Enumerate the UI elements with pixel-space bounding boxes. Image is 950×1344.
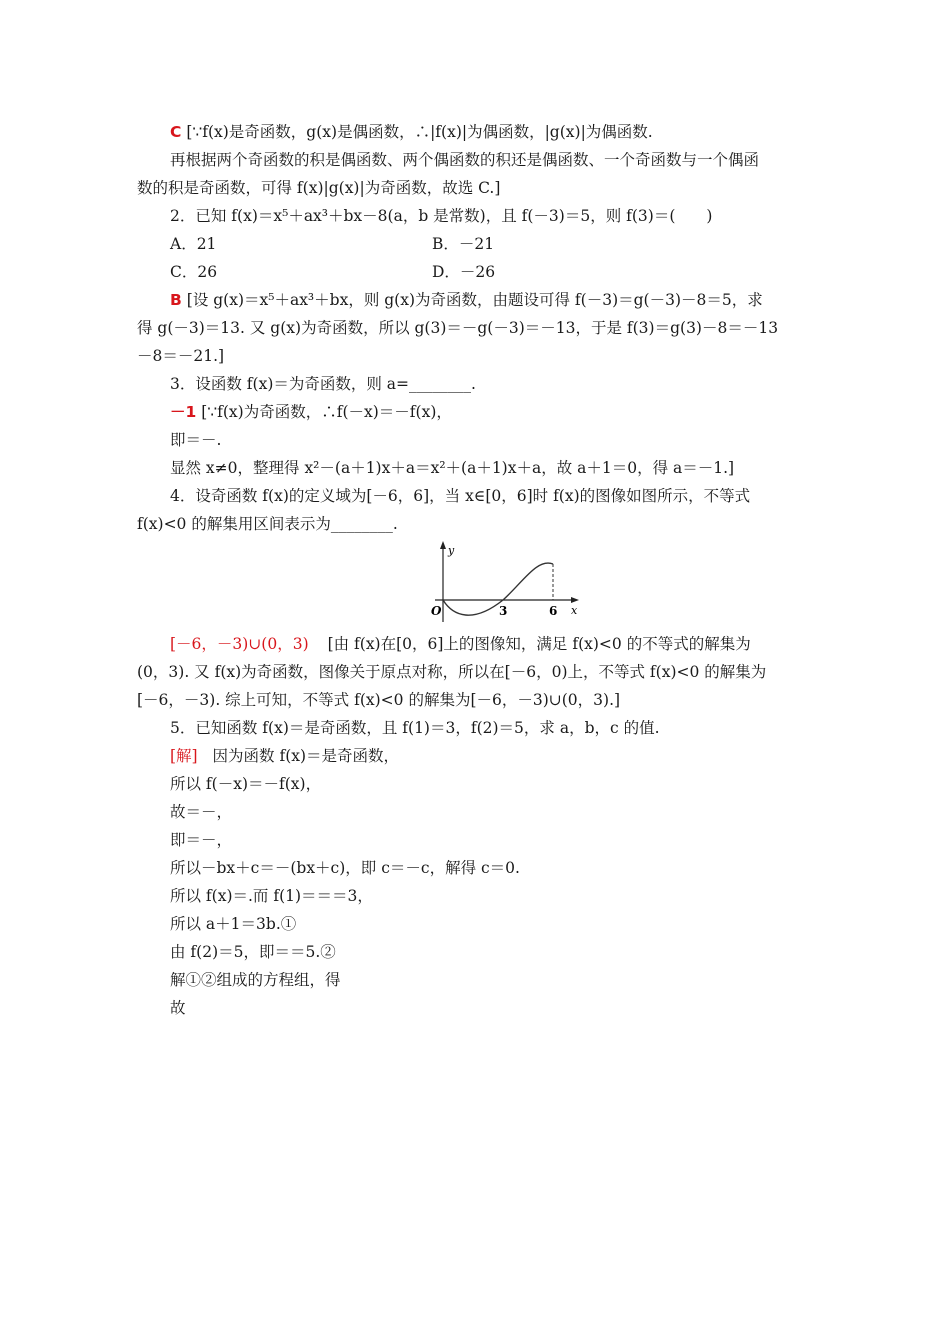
q3-stem: 3．设函数 f(x)＝为奇函数，则 a=________. [170, 375, 476, 393]
q1-explanation-line-3: 数的积是奇函数，可得 f(x)|g(x)|为奇函数，故选 C.] [137, 179, 501, 197]
content [137, 118, 817, 1022]
q2-options-row-2 [137, 258, 817, 286]
origin-label: O [431, 604, 442, 618]
q5-solution-text: 因为函数 f(x)＝是奇函数， [212, 747, 400, 765]
q1-answer-line [137, 118, 817, 146]
q5-solution-line-6: 所以 f(x)＝.而 f(1)＝＝＝3， [170, 887, 373, 905]
q2-explanation-line-3: －8＝－21.] [137, 347, 225, 365]
q3-answer: －1 [170, 403, 197, 421]
q2-answer-line [137, 286, 817, 314]
q4-explanation-line-2: (0，3). 又 f(x)为奇函数，图像关于原点对称，所以在[－6，0)上，不等式 f(x)<0 的解集为 [137, 663, 767, 681]
q2-answer: B [170, 291, 182, 309]
q5-solution-tag: [解] [170, 747, 198, 765]
q4-answer-line [137, 630, 817, 658]
y-axis-label: y [448, 544, 455, 557]
q5-solution-line-1 [137, 742, 817, 770]
q4-explanation-line-3: [－6，－3). 综上可知，不等式 f(x)<0 的解集为[－6，－3)∪(0，3).] [137, 691, 621, 709]
q4-stem-line-2: f(x)<0 的解集用区间表示为________. [137, 515, 398, 533]
q2-stem: 2．已知 f(x)＝x⁵＋ax³＋bx－8(a，b 是常数)，且 f(－3)＝5，则 f(3)＝( ) [170, 207, 713, 225]
function-curve [443, 563, 553, 615]
x-axis-label: x [571, 604, 578, 617]
q5-solution-line-9: 解①②组成的方程组，得 [170, 971, 341, 989]
q1-explanation-line-2: 再根据两个奇函数的积是偶函数、两个偶函数的积还是偶函数、一个奇函数与一个偶函 [170, 151, 760, 169]
option-b: B．－21 [432, 235, 495, 253]
q2-explanation-line-2: 得 g(－3)＝13. 又 g(x)为奇函数，所以 g(3)＝－g(－3)＝－13，于是 f(3)＝g(3)－8＝－13 [137, 319, 779, 337]
option-a: A．21 [170, 235, 217, 253]
q5-solution-line-5: 所以－bx＋c＝－(bx＋c)，即 c＝－c，解得 c＝0. [170, 859, 520, 877]
tick-label-6: 6 [549, 604, 558, 618]
q5-solution-line-7: 所以 a＋1＝3b.① [170, 915, 297, 933]
q4-function-graph [421, 538, 581, 626]
y-axis-arrow-icon [440, 541, 446, 549]
q3-answer-line [137, 398, 817, 426]
q5-solution-line-4: 即＝－， [170, 831, 233, 849]
x-axis-arrow-icon [571, 597, 579, 603]
q5-stem: 5．已知函数 f(x)＝是奇函数，且 f(1)＝3，f(2)＝5，求 a，b，c 的值. [170, 719, 660, 737]
option-c: C．26 [170, 263, 218, 281]
q2-options-row-1 [137, 230, 817, 258]
q4-answer: [－6，－3)∪(0，3) [170, 635, 309, 653]
q5-solution-line-2: 所以 f(－x)＝－f(x)， [170, 775, 322, 793]
q4-explanation: [由 f(x)在[0，6]上的图像知，满足 f(x)<0 的不等式的解集为 [327, 635, 751, 653]
q5-solution-line-3: 故＝－， [170, 803, 233, 821]
tick-label-3: 3 [499, 604, 508, 618]
q3-explanation: [∵f(x)为奇函数，∴f(－x)＝－f(x)， [201, 403, 452, 421]
q2-explanation: [设 g(x)＝x⁵＋ax³＋bx，则 g(x)为奇函数，由题设可得 f(－3)＝g(－3)－8＝5，求 [186, 291, 763, 309]
q1-explanation: [∵f(x)是奇函数，g(x)是偶函数，∴|f(x)|为偶函数，|g(x)|为偶函数. [186, 123, 653, 141]
option-d: D．－26 [432, 263, 496, 281]
q4-stem-line-1: 4．设奇函数 f(x)的定义域为[－6，6]，当 x∈[0，6]时 f(x)的图像如图所示，不等式 [170, 487, 751, 505]
q4-graph-container [137, 538, 817, 630]
q5-solution-line-10: 故 [170, 999, 186, 1017]
q5-solution-line-8: 由 f(2)＝5，即＝＝5.② [170, 943, 336, 961]
q3-explanation-line-3: 显然 x≠0，整理得 x²－(a＋1)x＋a＝x²＋(a＋1)x＋a，故 a＋1＝0，得 a＝－1.] [170, 459, 735, 477]
q3-explanation-line-2: 即＝－. [170, 431, 222, 449]
q1-answer: C [170, 123, 182, 141]
